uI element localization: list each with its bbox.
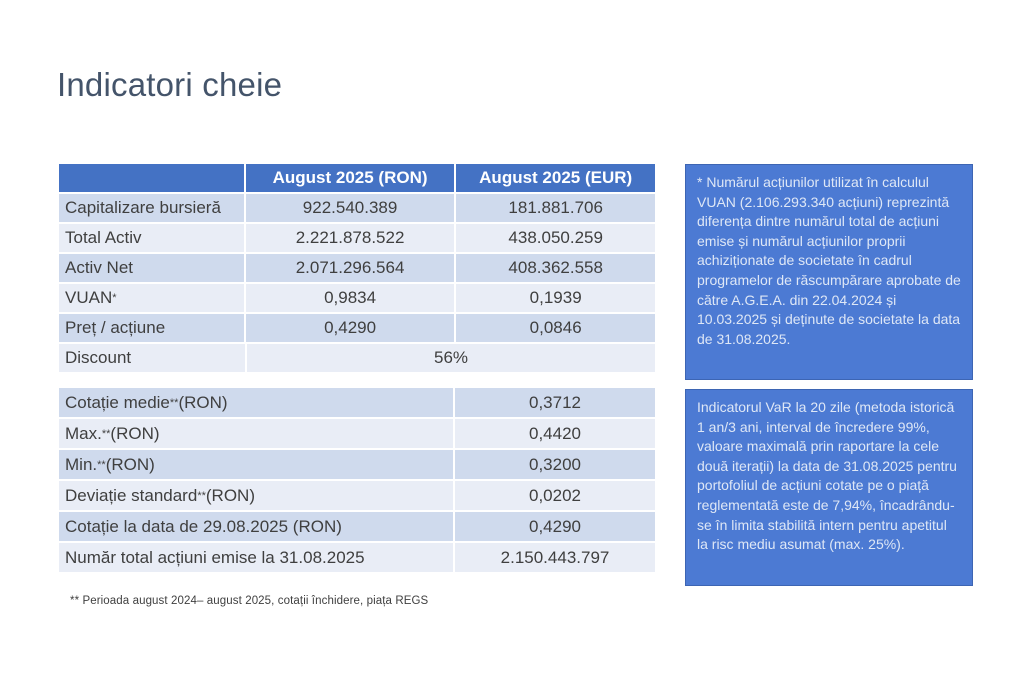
cell-value-ron: 922.540.389 <box>246 194 455 222</box>
footnote: ** Perioada august 2024– august 2025, cotații închidere, piața REGS <box>70 595 429 607</box>
row-label: Activ Net <box>59 254 244 282</box>
row-label: Deviație standard ** (RON) <box>59 481 453 510</box>
column-header-blank <box>59 164 244 192</box>
page-title: Indicatori cheie <box>57 66 283 103</box>
table-row <box>59 388 655 417</box>
row-label: Cotație la data de 29.08.2025 (RON) <box>59 512 453 541</box>
cell-value-eur: 408.362.558 <box>456 254 655 282</box>
row-label: Capitalizare bursieră <box>59 194 244 222</box>
table-row <box>59 254 655 282</box>
table-row <box>59 314 655 342</box>
cell-value-ron: 0,4290 <box>246 314 455 342</box>
row-label: Preț / acțiune <box>59 314 244 342</box>
cell-value: 0,3712 <box>455 388 655 417</box>
note-box-var: Indicatorul VaR la 20 zile (metoda istorică 1 an/3 ani, interval de încredere 99%, valoare maximală prin raportare la cele două iterații) la data de 31.08.2025 pentru portofoliul de acțiuni cotate pe o piață reglementată este de 7,94%, încadrându-se în limita stabilită intern pentru apetitul la risc mediu asumat (max. 25%). <box>685 389 973 586</box>
cell-value-eur: 438.050.259 <box>456 224 655 252</box>
table-row <box>59 543 655 572</box>
table-header-row <box>59 164 655 192</box>
table-row <box>59 512 655 541</box>
quotation-table <box>59 388 655 572</box>
table-row <box>59 194 655 222</box>
cell-value-eur: 181.881.706 <box>456 194 655 222</box>
discount-row <box>59 344 655 372</box>
cell-value: 2.150.443.797 <box>455 543 655 572</box>
cell-value-ron: 2.221.878.522 <box>246 224 455 252</box>
cell-value-ron: 0,9834 <box>246 284 455 312</box>
column-header-ron: August 2025 (RON) <box>246 164 455 192</box>
table-row <box>59 284 655 312</box>
cell-value: 0,4290 <box>455 512 655 541</box>
table-row <box>59 450 655 479</box>
cell-value: 0,3200 <box>455 450 655 479</box>
row-label: VUAN * <box>59 284 244 312</box>
cell-value-eur: 0,0846 <box>456 314 655 342</box>
cell-value-ron: 2.071.296.564 <box>246 254 455 282</box>
cell-value: 0,0202 <box>455 481 655 510</box>
note-box-vuan: * Numărul acțiunilor utilizat în calculul VUAN (2.106.293.340 acțiuni) reprezintă diferența dintre numărul total de acțiuni emise și numărul acțiunilor proprii achiziționate de societate în cadrul programelor de răscumpărare aprobate de către A.G.E.A. din 22.04.2024 și 10.03.2025 și deținute de societate la data de 31.08.2025. <box>685 164 973 380</box>
row-label: Total Activ <box>59 224 244 252</box>
table-row <box>59 481 655 510</box>
cell-value-merged: 56% <box>247 344 655 372</box>
main-indicators-table <box>59 164 655 372</box>
row-label: Număr total acțiuni emise la 31.08.2025 <box>59 543 453 572</box>
row-label: Cotație medie ** (RON) <box>59 388 453 417</box>
cell-value: 0,4420 <box>455 419 655 448</box>
row-label: Min. ** (RON) <box>59 450 453 479</box>
column-header-eur: August 2025 (EUR) <box>456 164 655 192</box>
table-row <box>59 419 655 448</box>
table-row <box>59 224 655 252</box>
cell-value-eur: 0,1939 <box>456 284 655 312</box>
row-label: Max. ** (RON) <box>59 419 453 448</box>
row-label: Discount <box>59 344 245 372</box>
